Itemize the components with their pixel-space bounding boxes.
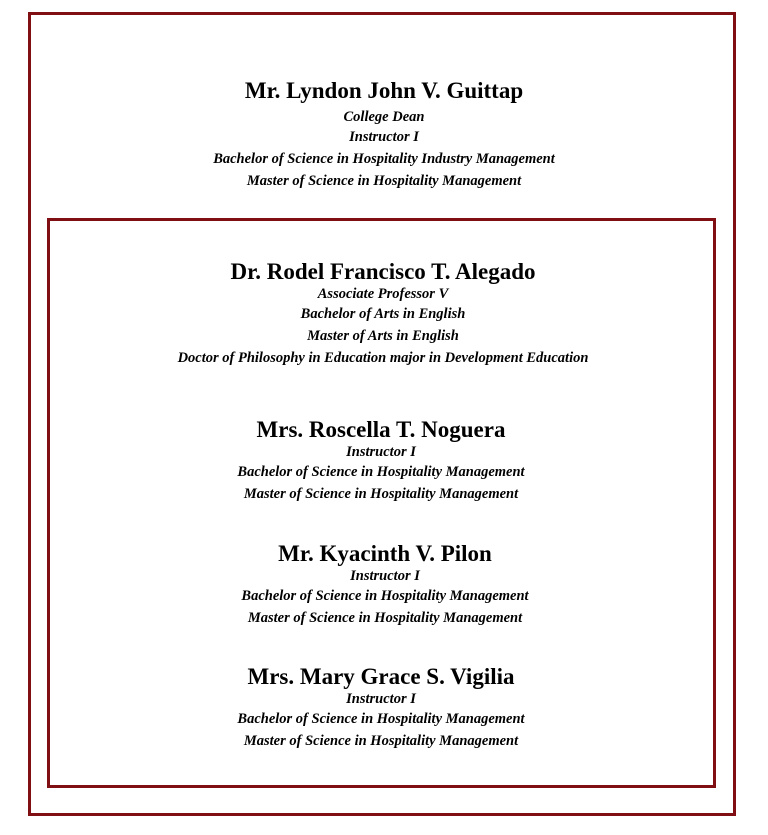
faculty-bachelor-degree: Bachelor of Science in Hospitality Management bbox=[241, 588, 529, 604]
faculty-profile bbox=[1, 541, 768, 629]
faculty-name: Mrs. Mary Grace S. Vigilia bbox=[247, 664, 515, 689]
faculty-profile bbox=[0, 664, 765, 752]
dean-position: College Dean bbox=[343, 109, 425, 125]
faculty-master-degree: Master of Arts in English bbox=[307, 328, 459, 344]
dean-rank: Instructor I bbox=[349, 129, 419, 145]
dean-master-degree: Master of Science in Hospitality Management bbox=[246, 173, 522, 189]
faculty-rank: Instructor I bbox=[350, 568, 420, 584]
faculty-rank: Associate Professor V bbox=[317, 286, 449, 302]
faculty-rank: Instructor I bbox=[346, 691, 416, 707]
faculty-profile bbox=[0, 259, 767, 369]
faculty-master-degree: Master of Science in Hospitality Management bbox=[243, 486, 519, 502]
faculty-doctoral-degree: Doctor of Philosophy in Education major in Development Education bbox=[177, 350, 589, 366]
faculty-name: Mrs. Roscella T. Noguera bbox=[256, 417, 506, 442]
dean-bachelor-degree: Bachelor of Science in Hospitality Industry Management bbox=[213, 151, 555, 167]
faculty-rank: Instructor I bbox=[346, 444, 416, 460]
faculty-name: Dr. Rodel Francisco T. Alegado bbox=[230, 259, 536, 284]
dean-name: Mr. Lyndon John V. Guittap bbox=[244, 78, 524, 103]
faculty-bachelor-degree: Bachelor of Science in Hospitality Management bbox=[237, 464, 525, 480]
faculty-master-degree: Master of Science in Hospitality Management bbox=[247, 610, 523, 626]
faculty-name: Mr. Kyacinth V. Pilon bbox=[278, 541, 492, 566]
faculty-master-degree: Master of Science in Hospitality Management bbox=[243, 733, 519, 749]
faculty-profile bbox=[0, 417, 765, 505]
faculty-bachelor-degree: Bachelor of Science in Hospitality Management bbox=[237, 711, 525, 727]
dean-profile bbox=[0, 78, 768, 192]
faculty-bachelor-degree: Bachelor of Arts in English bbox=[300, 306, 466, 322]
